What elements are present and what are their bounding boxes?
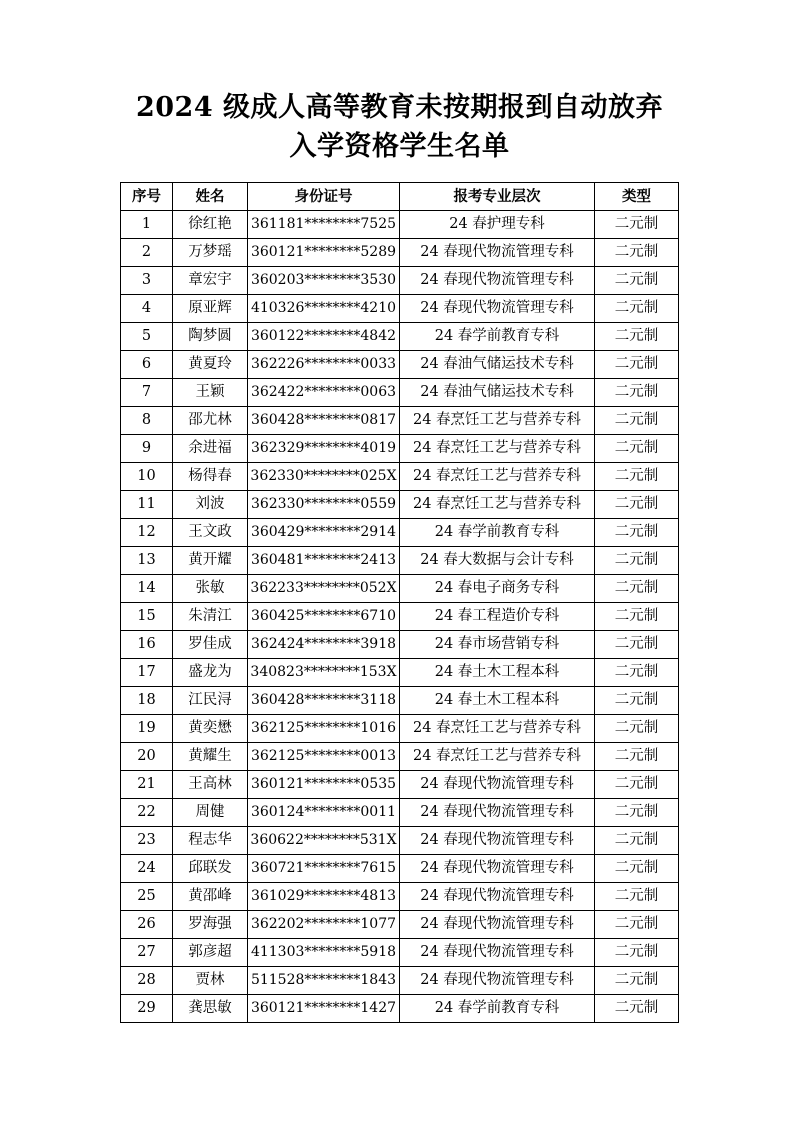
table-row (121, 855, 679, 883)
cell-type: 二元制 (595, 771, 679, 799)
table-row (121, 883, 679, 911)
cell-id-number: 361029********4813 (248, 883, 400, 911)
cell-major: 24 春市场营销专科 (400, 631, 595, 659)
cell-type: 二元制 (595, 603, 679, 631)
cell-type: 二元制 (595, 463, 679, 491)
cell-index: 25 (121, 883, 173, 911)
cell-major: 24 春烹饪工艺与营养专科 (400, 407, 595, 435)
column-header-major: 报考专业层次 (400, 183, 595, 211)
cell-index: 20 (121, 743, 173, 771)
cell-index: 9 (121, 435, 173, 463)
page-title-line-2: 入学资格学生名单 (289, 131, 510, 163)
roster-table-container (0, 182, 799, 1023)
cell-index: 1 (121, 211, 173, 239)
cell-index: 17 (121, 659, 173, 687)
cell-id-number: 362329********4019 (248, 435, 400, 463)
cell-major: 24 春烹饪工艺与营养专科 (400, 435, 595, 463)
cell-type: 二元制 (595, 379, 679, 407)
table-body (121, 211, 679, 1023)
cell-id-number: 360122********4842 (248, 323, 400, 351)
cell-name: 张敏 (173, 575, 248, 603)
cell-major: 24 春学前教育专科 (400, 323, 595, 351)
cell-id-number: 340823********153X (248, 659, 400, 687)
cell-major: 24 春油气储运技术专科 (400, 351, 595, 379)
cell-name: 黄奕懋 (173, 715, 248, 743)
cell-name: 余进福 (173, 435, 248, 463)
cell-index: 6 (121, 351, 173, 379)
table-row (121, 407, 679, 435)
cell-index: 28 (121, 967, 173, 995)
cell-major: 24 春现代物流管理专科 (400, 855, 595, 883)
cell-index: 29 (121, 995, 173, 1023)
cell-major: 24 春现代物流管理专科 (400, 967, 595, 995)
cell-id-number: 511528********1843 (248, 967, 400, 995)
cell-name: 邱联发 (173, 855, 248, 883)
cell-type: 二元制 (595, 687, 679, 715)
cell-major: 24 春现代物流管理专科 (400, 239, 595, 267)
cell-type: 二元制 (595, 883, 679, 911)
roster-table (120, 182, 679, 1023)
cell-major: 24 春学前教育专科 (400, 995, 595, 1023)
cell-index: 22 (121, 799, 173, 827)
cell-name: 徐红艳 (173, 211, 248, 239)
cell-type: 二元制 (595, 407, 679, 435)
cell-name: 王文政 (173, 519, 248, 547)
table-row (121, 799, 679, 827)
table-row (121, 995, 679, 1023)
cell-index: 24 (121, 855, 173, 883)
cell-id-number: 410326********4210 (248, 295, 400, 323)
cell-name: 朱清江 (173, 603, 248, 631)
cell-index: 7 (121, 379, 173, 407)
table-row (121, 603, 679, 631)
cell-index: 12 (121, 519, 173, 547)
table-row (121, 575, 679, 603)
cell-name: 邵尤林 (173, 407, 248, 435)
cell-major: 24 春现代物流管理专科 (400, 939, 595, 967)
table-row (121, 547, 679, 575)
cell-id-number: 361181********7525 (248, 211, 400, 239)
table-row (121, 323, 679, 351)
cell-id-number: 411303********5918 (248, 939, 400, 967)
cell-major: 24 春现代物流管理专科 (400, 771, 595, 799)
cell-id-number: 360121********1427 (248, 995, 400, 1023)
table-header-row (121, 183, 679, 211)
cell-name: 陶梦圆 (173, 323, 248, 351)
table-row (121, 435, 679, 463)
cell-type: 二元制 (595, 435, 679, 463)
cell-major: 24 春土木工程本科 (400, 659, 595, 687)
cell-type: 二元制 (595, 323, 679, 351)
cell-major: 24 春工程造价专科 (400, 603, 595, 631)
cell-name: 盛龙为 (173, 659, 248, 687)
cell-index: 11 (121, 491, 173, 519)
cell-type: 二元制 (595, 267, 679, 295)
column-header-name: 姓名 (173, 183, 248, 211)
cell-major: 24 春烹饪工艺与营养专科 (400, 463, 595, 491)
cell-type: 二元制 (595, 519, 679, 547)
cell-id-number: 362233********052X (248, 575, 400, 603)
cell-name: 杨得春 (173, 463, 248, 491)
cell-name: 江民浔 (173, 687, 248, 715)
cell-name: 原亚辉 (173, 295, 248, 323)
cell-name: 黄耀生 (173, 743, 248, 771)
cell-index: 8 (121, 407, 173, 435)
table-row (121, 239, 679, 267)
cell-id-number: 360721********7615 (248, 855, 400, 883)
cell-index: 18 (121, 687, 173, 715)
cell-index: 14 (121, 575, 173, 603)
cell-index: 4 (121, 295, 173, 323)
cell-major: 24 春大数据与会计专科 (400, 547, 595, 575)
column-header-id-number: 身份证号 (248, 183, 400, 211)
table-row (121, 911, 679, 939)
cell-id-number: 360428********3118 (248, 687, 400, 715)
cell-id-number: 362424********3918 (248, 631, 400, 659)
cell-type: 二元制 (595, 799, 679, 827)
cell-name: 黄夏玲 (173, 351, 248, 379)
cell-type: 二元制 (595, 743, 679, 771)
cell-name: 周健 (173, 799, 248, 827)
cell-major: 24 春学前教育专科 (400, 519, 595, 547)
cell-name: 罗海强 (173, 911, 248, 939)
cell-index: 16 (121, 631, 173, 659)
cell-id-number: 360481********2413 (248, 547, 400, 575)
table-row (121, 743, 679, 771)
cell-index: 3 (121, 267, 173, 295)
cell-name: 王高林 (173, 771, 248, 799)
table-row (121, 659, 679, 687)
cell-name: 刘波 (173, 491, 248, 519)
cell-id-number: 362226********0033 (248, 351, 400, 379)
cell-type: 二元制 (595, 239, 679, 267)
cell-type: 二元制 (595, 211, 679, 239)
cell-type: 二元制 (595, 351, 679, 379)
cell-type: 二元制 (595, 939, 679, 967)
column-header-type: 类型 (595, 183, 679, 211)
cell-major: 24 春现代物流管理专科 (400, 911, 595, 939)
table-row (121, 967, 679, 995)
cell-index: 5 (121, 323, 173, 351)
cell-major: 24 春油气储运技术专科 (400, 379, 595, 407)
cell-name: 龚思敏 (173, 995, 248, 1023)
table-row (121, 827, 679, 855)
cell-id-number: 362202********1077 (248, 911, 400, 939)
cell-major: 24 春现代物流管理专科 (400, 883, 595, 911)
table-row (121, 295, 679, 323)
table-row (121, 631, 679, 659)
cell-major: 24 春烹饪工艺与营养专科 (400, 743, 595, 771)
cell-id-number: 360622********531X (248, 827, 400, 855)
cell-id-number: 362330********025X (248, 463, 400, 491)
cell-name: 程志华 (173, 827, 248, 855)
table-row (121, 715, 679, 743)
cell-name: 郭彦超 (173, 939, 248, 967)
cell-major: 24 春现代物流管理专科 (400, 827, 595, 855)
cell-index: 27 (121, 939, 173, 967)
cell-type: 二元制 (595, 575, 679, 603)
cell-type: 二元制 (595, 547, 679, 575)
cell-name: 罗佳成 (173, 631, 248, 659)
cell-type: 二元制 (595, 995, 679, 1023)
cell-index: 2 (121, 239, 173, 267)
table-row (121, 519, 679, 547)
table-row (121, 211, 679, 239)
cell-id-number: 362125********1016 (248, 715, 400, 743)
cell-index: 13 (121, 547, 173, 575)
cell-id-number: 360429********2914 (248, 519, 400, 547)
cell-major: 24 春电子商务专科 (400, 575, 595, 603)
cell-index: 10 (121, 463, 173, 491)
cell-name: 贾林 (173, 967, 248, 995)
cell-type: 二元制 (595, 491, 679, 519)
table-row (121, 463, 679, 491)
cell-type: 二元制 (595, 295, 679, 323)
cell-id-number: 360428********0817 (248, 407, 400, 435)
cell-major: 24 春土木工程本科 (400, 687, 595, 715)
cell-major: 24 春烹饪工艺与营养专科 (400, 715, 595, 743)
table-row (121, 351, 679, 379)
table-row (121, 379, 679, 407)
cell-id-number: 360121********5289 (248, 239, 400, 267)
cell-name: 万梦瑶 (173, 239, 248, 267)
cell-type: 二元制 (595, 855, 679, 883)
table-row (121, 687, 679, 715)
cell-index: 23 (121, 827, 173, 855)
cell-major: 24 春现代物流管理专科 (400, 799, 595, 827)
cell-type: 二元制 (595, 715, 679, 743)
table-row (121, 939, 679, 967)
cell-type: 二元制 (595, 911, 679, 939)
cell-id-number: 362330********0559 (248, 491, 400, 519)
table-row (121, 491, 679, 519)
cell-major: 24 春现代物流管理专科 (400, 295, 595, 323)
cell-index: 21 (121, 771, 173, 799)
cell-name: 章宏宇 (173, 267, 248, 295)
cell-id-number: 362125********0013 (248, 743, 400, 771)
cell-major: 24 春现代物流管理专科 (400, 267, 595, 295)
cell-id-number: 360124********0011 (248, 799, 400, 827)
page-title-line-1: 2024 级成人高等教育未按期报到自动放弃 (135, 92, 664, 123)
cell-name: 王颖 (173, 379, 248, 407)
table-header (121, 183, 679, 211)
table-row (121, 267, 679, 295)
cell-id-number: 362422********0063 (248, 379, 400, 407)
cell-type: 二元制 (595, 967, 679, 995)
cell-id-number: 360425********6710 (248, 603, 400, 631)
cell-name: 黄邵峰 (173, 883, 248, 911)
column-header-index: 序号 (121, 183, 173, 211)
table-row (121, 771, 679, 799)
cell-major: 24 春烹饪工艺与营养专科 (400, 491, 595, 519)
cell-major: 24 春护理专科 (400, 211, 595, 239)
page-title (0, 0, 799, 166)
cell-index: 15 (121, 603, 173, 631)
cell-id-number: 360121********0535 (248, 771, 400, 799)
cell-type: 二元制 (595, 659, 679, 687)
cell-type: 二元制 (595, 827, 679, 855)
cell-id-number: 360203********3530 (248, 267, 400, 295)
cell-name: 黄开耀 (173, 547, 248, 575)
cell-type: 二元制 (595, 631, 679, 659)
cell-index: 19 (121, 715, 173, 743)
cell-index: 26 (121, 911, 173, 939)
